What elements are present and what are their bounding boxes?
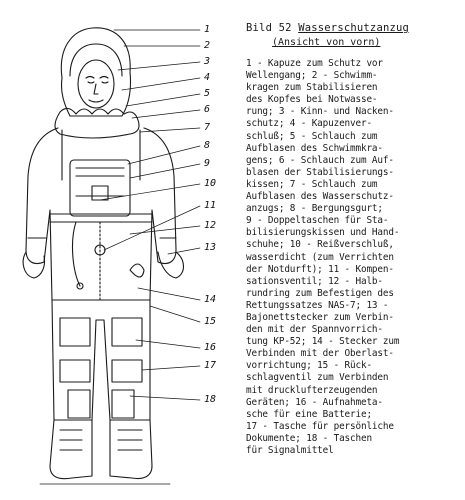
legend-text bbox=[246, 58, 461, 457]
callout-17: 17 bbox=[204, 360, 217, 371]
legend-line: sche für eine Batterie; bbox=[246, 408, 372, 420]
legend-line: kissen; 7 - Schlauch zum bbox=[246, 178, 378, 190]
callout-11: 11 bbox=[204, 200, 217, 211]
legend-line: 1 - Kapuze zum Schutz vor bbox=[246, 58, 383, 69]
figure-label: Bild 52 bbox=[246, 22, 292, 34]
callout-9: 9 bbox=[204, 158, 211, 169]
legend-line: gens; 6 - Schlauch zum Auf- bbox=[246, 154, 394, 166]
legend-line: schutz; 4 - Kapuzenver- bbox=[246, 118, 372, 130]
callout-15: 15 bbox=[204, 316, 217, 327]
legend-line: schuhe; 10 - Reißverschluß, bbox=[246, 239, 394, 251]
caption-title-row bbox=[246, 22, 461, 34]
legend-line: für Signalmittel bbox=[246, 445, 334, 456]
callout-8: 8 bbox=[204, 140, 211, 151]
legend-line: Dokumente; 18 - Taschen bbox=[246, 432, 372, 444]
legend-line: wasserdicht (zum Verrichten bbox=[246, 251, 394, 263]
callout-4: 4 bbox=[204, 72, 211, 83]
legend-line: Wellengang; 2 - Schwimm- bbox=[246, 70, 378, 82]
callout-13: 13 bbox=[204, 242, 217, 253]
legend-line: tung KP-52; 14 - Stecker zum bbox=[246, 336, 400, 348]
callout-1: 1 bbox=[204, 24, 211, 35]
hood bbox=[61, 28, 130, 116]
legend-line: schlagventil zum Verbinden bbox=[246, 372, 389, 384]
legend-line: schluß; 5 - Schlauch zum bbox=[246, 130, 378, 142]
callout-12: 12 bbox=[204, 220, 217, 231]
callout-10: 10 bbox=[204, 178, 217, 189]
suit-illustration bbox=[0, 0, 232, 500]
legend-line: blasen der Stabilisierungs- bbox=[246, 166, 394, 178]
callout-14: 14 bbox=[204, 294, 217, 305]
legend-line: Bajonettstecker zum Verbin- bbox=[246, 311, 394, 323]
legend-line: der Notdurft); 11 - Kompen- bbox=[246, 263, 394, 275]
legend-line: Rettungssatzes NAS-7; 13 - bbox=[246, 299, 389, 311]
boots bbox=[50, 420, 92, 479]
callout-6: 6 bbox=[204, 104, 211, 115]
legend-line: des Kopfes bei Notwasse- bbox=[246, 94, 378, 106]
legend-line: Aufblasen des Wasserschutz- bbox=[246, 191, 394, 203]
legend-line: sationsventil; 12 - Halb- bbox=[246, 275, 383, 287]
legend-line: anzugs; 8 - Bergungsgurt; bbox=[246, 203, 383, 215]
legend-line: Verbinden mit der Oberlast- bbox=[246, 348, 394, 360]
legend-line: 17 - Tasche für persönliche bbox=[246, 420, 394, 432]
legend-line: Aufblasen des Schwimmkra- bbox=[246, 142, 383, 154]
legend-line: kragen zum Stabilisieren bbox=[246, 82, 378, 94]
callout-16: 16 bbox=[204, 342, 217, 353]
legend-line: 9 - Doppeltaschen für Sta- bbox=[246, 215, 389, 227]
figure-caption bbox=[246, 22, 461, 457]
collar bbox=[55, 108, 139, 138]
legend-line: mit drucklufterzeugenden bbox=[246, 384, 378, 396]
callout-5: 5 bbox=[204, 88, 211, 99]
legend-line: den mit der Spannvorrich- bbox=[246, 324, 383, 336]
suit-drawing bbox=[0, 0, 232, 500]
callout-3: 3 bbox=[204, 56, 211, 67]
legend-line: rundring zum Befestigen des bbox=[246, 287, 394, 299]
legend-line: Geräten; 16 - Aufnahmeta- bbox=[246, 396, 383, 408]
legend-line: bilisierungskissen und Hand- bbox=[246, 227, 400, 239]
legend-line: rung; 3 - Kinn- und Nacken- bbox=[246, 106, 394, 118]
callout-7: 7 bbox=[204, 122, 211, 133]
legend-line: vorrichtung; 15 - Rück- bbox=[246, 360, 372, 372]
callout-2: 2 bbox=[204, 40, 211, 51]
callout-18: 18 bbox=[204, 394, 217, 405]
figure-title: Wasserschutzanzug bbox=[298, 22, 410, 34]
figure-subtitle: (Ansicht von vorn) bbox=[272, 37, 381, 48]
